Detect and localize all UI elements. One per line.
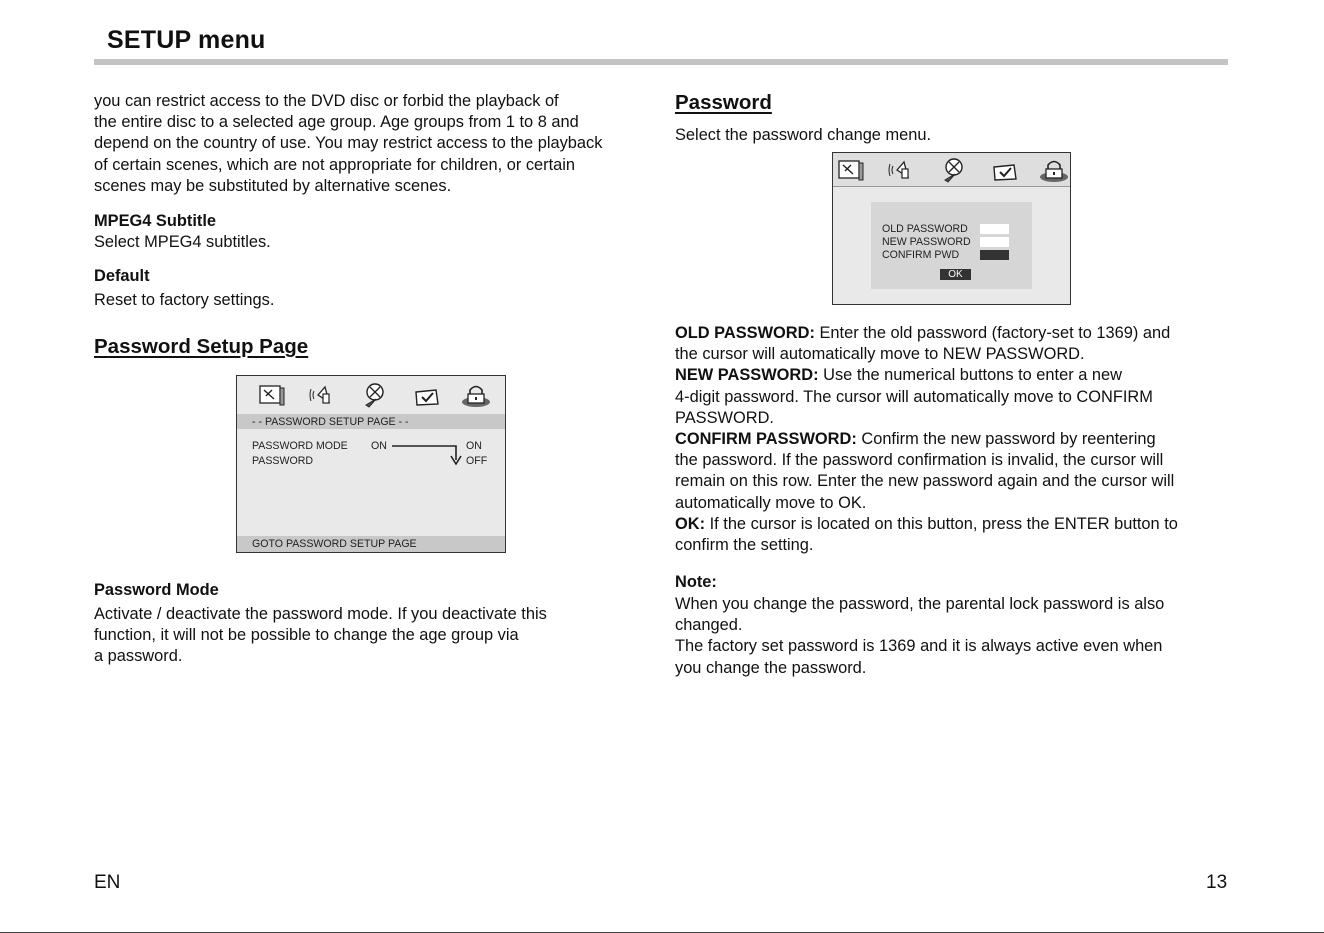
password-intro: Select the password change menu. bbox=[675, 126, 932, 144]
default-section bbox=[94, 266, 274, 311]
video-reel-icon bbox=[939, 157, 969, 183]
confirm-pwd-field[interactable] bbox=[980, 250, 1009, 260]
old-password-term: OLD PASSWORD: bbox=[675, 324, 815, 342]
confirm-password-term: CONFIRM PASSWORD: bbox=[675, 430, 857, 449]
confirm-password-desc: Confirm the new password by reentering bbox=[856, 430, 1156, 449]
mpeg4-subtitle-text: Select MPEG4 subtitles. bbox=[94, 233, 271, 251]
new-password-field[interactable] bbox=[980, 237, 1009, 247]
setup-tool-icon bbox=[257, 382, 287, 408]
padlock-icon bbox=[1039, 157, 1069, 183]
language-label: EN bbox=[94, 872, 121, 893]
old-password-desc: the cursor will automatically move to NEW PASSWORD. bbox=[675, 345, 1085, 364]
password-setup-screen bbox=[236, 375, 506, 553]
new-password-desc: Use the numerical buttons to enter a new bbox=[818, 366, 1122, 385]
old-password-desc: Enter the old password (factory-set to 1369) and bbox=[814, 324, 1171, 342]
ok-term: OK: bbox=[675, 514, 706, 533]
password-change-screen bbox=[832, 152, 1071, 305]
preference-check-icon bbox=[412, 382, 442, 408]
audio-speaker-icon bbox=[309, 382, 339, 408]
password-mode-section bbox=[94, 580, 547, 668]
preference-check-icon bbox=[990, 157, 1020, 183]
screen-title: - - PASSWORD SETUP PAGE - - bbox=[252, 416, 409, 428]
note-line: When you change the password, the parental lock password is also bbox=[675, 595, 1165, 613]
header-divider bbox=[94, 59, 1228, 65]
new-password-term: NEW PASSWORD: bbox=[675, 366, 819, 385]
password-heading-wrap bbox=[675, 91, 772, 115]
intro-line: you can restrict access to the DVD disc or forbid the playback of bbox=[94, 92, 559, 110]
password-setup-heading-wrap bbox=[94, 335, 308, 359]
page-title: SETUP menu bbox=[107, 26, 266, 54]
password-mode-heading: Password Mode bbox=[94, 581, 219, 599]
intro-line: scenes may be substituted by alternative scenes. bbox=[94, 176, 452, 195]
page-number: 13 bbox=[1206, 872, 1228, 893]
default-text: Reset to factory settings. bbox=[94, 291, 275, 309]
confirm-pwd-label: CONFIRM PWD bbox=[882, 249, 960, 261]
password-mode-line: function, it will not be possible to change the age group via bbox=[94, 626, 519, 645]
icon-bar bbox=[237, 376, 505, 414]
ok-button[interactable]: OK bbox=[940, 269, 971, 280]
ok-desc: If the cursor is located on this button, press the ENTER button to bbox=[705, 514, 1178, 533]
note-line: you change the password. bbox=[675, 658, 867, 677]
password-setup-heading: Password Setup Page bbox=[94, 335, 309, 358]
padlock-icon bbox=[461, 382, 491, 408]
option-off[interactable]: OFF bbox=[466, 455, 488, 467]
note-line: changed. bbox=[675, 616, 743, 635]
audio-speaker-icon bbox=[888, 157, 918, 183]
option-on[interactable]: ON bbox=[466, 440, 482, 452]
mpeg4-subtitle-section bbox=[94, 211, 271, 253]
new-password-label: NEW PASSWORD bbox=[882, 236, 971, 248]
password-descriptions bbox=[675, 323, 1178, 556]
confirm-password-desc: automatically move to OK. bbox=[675, 493, 867, 512]
password-label[interactable]: PASSWORD bbox=[252, 455, 314, 467]
default-heading: Default bbox=[94, 267, 150, 285]
intro-line: depend on the country of use. You may restrict access to the playback bbox=[94, 134, 603, 153]
old-password-label: OLD PASSWORD bbox=[882, 223, 968, 235]
password-mode-value: ON bbox=[371, 440, 387, 452]
intro-line: of certain scenes, which are not appropriate for children, or certain bbox=[94, 155, 576, 174]
selection-arrow-icon bbox=[392, 440, 462, 466]
old-password-field[interactable] bbox=[980, 224, 1009, 234]
note-heading: Note: bbox=[675, 573, 717, 591]
new-password-desc: 4-digit password. The cursor will automatically move to CONFIRM bbox=[675, 387, 1153, 406]
setup-tool-icon bbox=[836, 157, 866, 183]
confirm-password-desc: the password. If the password confirmation is invalid, the cursor will bbox=[675, 451, 1164, 470]
password-heading: Password bbox=[675, 91, 772, 114]
video-reel-icon bbox=[360, 382, 390, 408]
password-mode-line: a password. bbox=[94, 647, 183, 666]
password-dialog bbox=[871, 202, 1032, 289]
intro-paragraph bbox=[94, 91, 602, 197]
note-line: The factory set password is 1369 and it is always active even when bbox=[675, 637, 1163, 656]
password-mode-line: Activate / deactivate the password mode. If you deactivate this bbox=[94, 605, 547, 623]
new-password-desc: PASSWORD. bbox=[675, 408, 774, 427]
goto-password-setup-page: GOTO PASSWORD SETUP PAGE bbox=[252, 538, 417, 550]
confirm-password-desc: remain on this row. Enter the new password again and the cursor will bbox=[675, 472, 1175, 491]
ok-desc: confirm the setting. bbox=[675, 536, 814, 555]
mpeg4-subtitle-heading: MPEG4 Subtitle bbox=[94, 212, 217, 230]
intro-line: the entire disc to a selected age group. Age groups from 1 to 8 and bbox=[94, 113, 579, 132]
note-section bbox=[675, 572, 1164, 679]
password-mode-label[interactable]: PASSWORD MODE bbox=[252, 440, 348, 452]
icon-bar bbox=[833, 153, 1070, 187]
